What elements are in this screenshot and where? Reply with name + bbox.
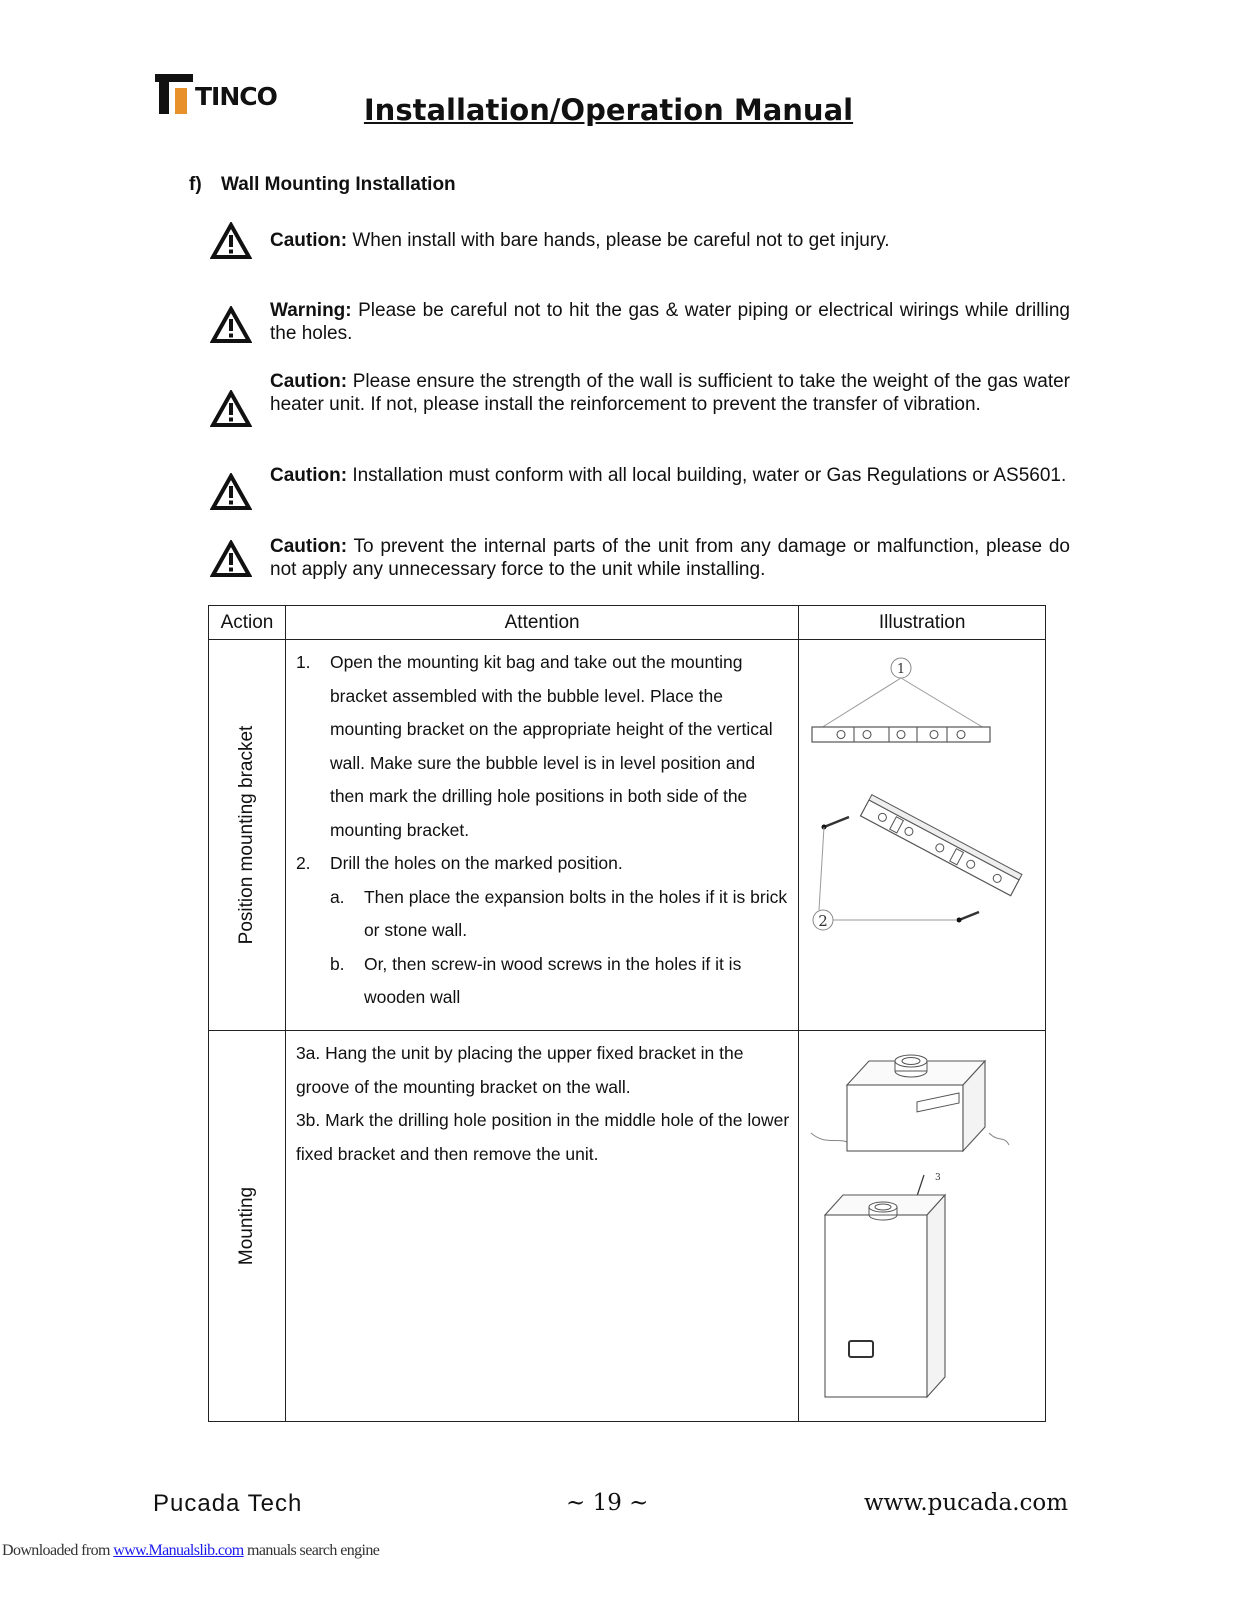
notice-text: Caution: Please ensure the strength of the wall is sufficient to take the weight of the gas water heater unit. If not, please install the reinforcement to prevent the transfer of vibration. bbox=[270, 371, 1070, 415]
column-header-attention: Attention bbox=[285, 606, 798, 640]
notice-text: Caution: When install with bare hands, please be careful not to get injury. bbox=[270, 230, 890, 251]
illustration-cell bbox=[799, 1031, 1046, 1422]
footer-company: Pucada Tech bbox=[153, 1490, 303, 1517]
table-header-row bbox=[209, 606, 1046, 640]
warning-triangle-icon bbox=[210, 390, 252, 428]
logo-text: TINCO bbox=[195, 82, 277, 111]
list-item: 1. Open the mounting kit bag and take out the mounting bracket assembled with the bubble level. Place the mounting bracket on the appropriate height of the vertical wall. Make sure the bubble level is in level position and then mark the drilling hole positions in both side of the mounting bracket. bbox=[295, 652, 773, 840]
attention-cell bbox=[285, 640, 798, 1031]
illustration-cell bbox=[799, 640, 1046, 1031]
notice-text: Caution: To prevent the internal parts of the unit from any damage or malfunction, please do not apply any unnecessary force to the unit while installing. bbox=[270, 536, 1070, 580]
download-source-line: Downloaded from www.Manualslib.com manuals search engine bbox=[2, 1542, 380, 1559]
column-header-action: Action bbox=[209, 606, 286, 640]
action-cell bbox=[209, 640, 286, 1031]
notice-text: Warning: Please be careful not to hit the gas & water piping or electrical wirings while drilling the holes. bbox=[270, 300, 1070, 344]
action-label: Position mounting bracket bbox=[235, 725, 257, 945]
callout-label: 2 bbox=[818, 912, 829, 930]
section-letter: f) bbox=[189, 174, 202, 195]
table-row bbox=[209, 1031, 1046, 1422]
list-item: 3b. Mark the drilling hole position in the middle hole of the lower fixed bracket and then remove the unit. bbox=[295, 1110, 790, 1164]
column-header-illustration: Illustration bbox=[799, 606, 1046, 640]
warning-triangle-icon bbox=[210, 222, 252, 260]
warning-triangle-icon bbox=[210, 473, 252, 511]
installation-steps-table bbox=[208, 605, 1046, 1422]
attention-cell bbox=[285, 1031, 798, 1422]
action-cell bbox=[209, 1031, 286, 1422]
list-item: b. Or, then screw-in wood screws in the holes if it is wooden wall bbox=[329, 953, 742, 1007]
warning-triangle-icon bbox=[210, 540, 252, 578]
footer-page-number: ~ 19 ~ bbox=[566, 1490, 649, 1516]
mounting-bracket-illustration bbox=[799, 650, 1046, 950]
section-title: Wall Mounting Installation bbox=[221, 174, 456, 195]
list-item: 2. Drill the holes on the marked position. bbox=[295, 853, 623, 873]
list-item: 3a. Hang the unit by placing the upper fixed bracket in the groove of the mounting bracket on the wall. bbox=[295, 1043, 744, 1097]
callout-label: 3 bbox=[935, 1173, 942, 1183]
page-title: Installation/Operation Manual bbox=[363, 93, 854, 127]
section-heading bbox=[189, 174, 456, 196]
warning-triangle-icon bbox=[210, 306, 252, 344]
footer-website: www.pucada.com bbox=[864, 1490, 1069, 1516]
manualslib-link[interactable]: www.Manualslib.com bbox=[113, 1542, 244, 1559]
notice-text: Caution: Installation must conform with all local building, water or Gas Regulations or AS5601. bbox=[270, 465, 1067, 486]
callout-label: 1 bbox=[897, 662, 906, 677]
water-heater-mounting-illustration bbox=[799, 1035, 1046, 1420]
table-row bbox=[209, 640, 1046, 1031]
list-item: a. Then place the expansion bolts in the holes if it is brick or stone wall. bbox=[329, 886, 788, 940]
action-label: Mounting bbox=[235, 1186, 257, 1266]
